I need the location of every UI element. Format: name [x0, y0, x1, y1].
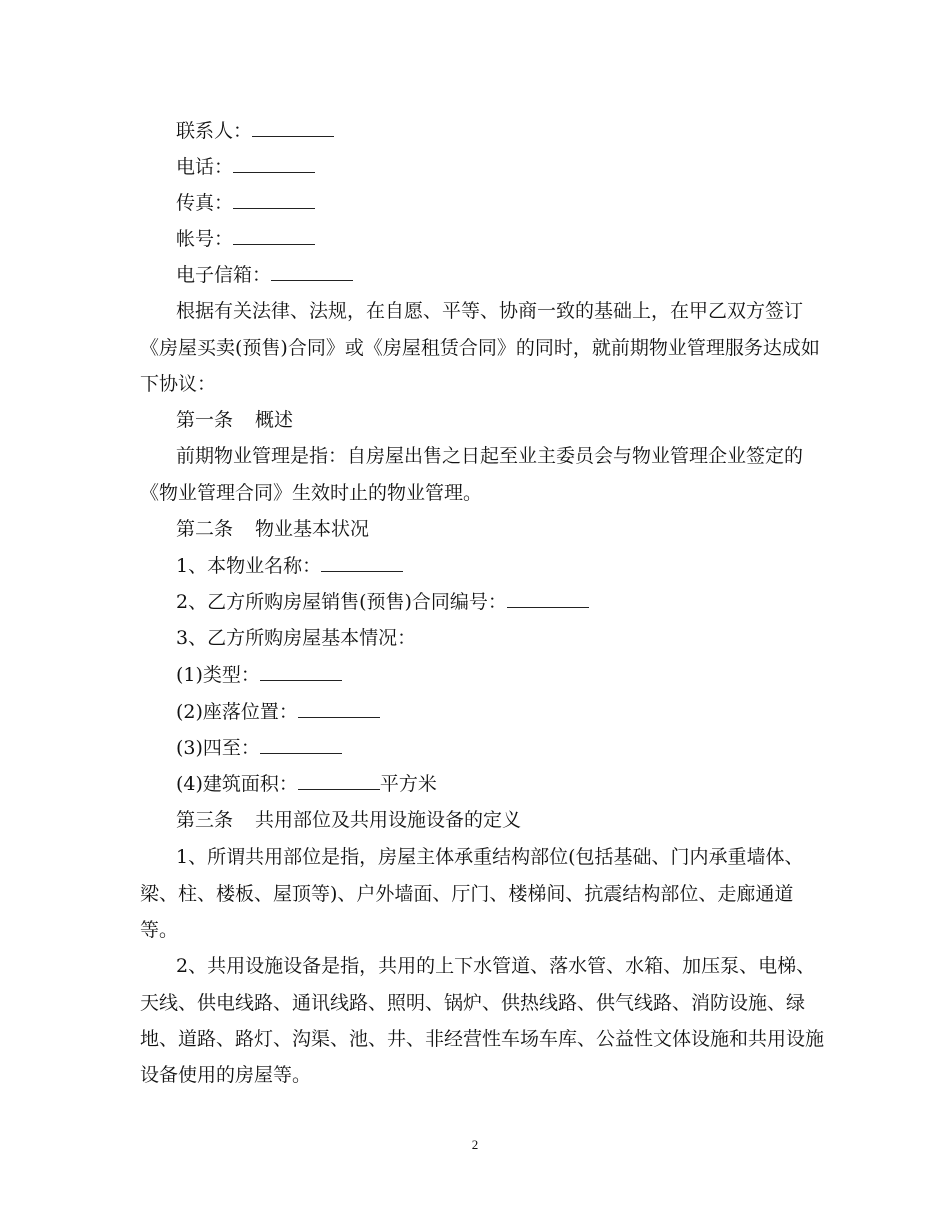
phone-blank: [233, 158, 315, 173]
article1-number: 第一条: [176, 409, 234, 431]
article2-title: 物业基本状况: [255, 518, 370, 540]
article1-line-2: 《物业管理合同》生效时止的物业管理。: [140, 482, 483, 504]
article1-heading: [176, 411, 856, 430]
boundaries-blank: [260, 739, 342, 754]
fax-line: [176, 194, 856, 213]
page-number: 2: [471, 1137, 479, 1152]
property-name-blank: [321, 557, 403, 572]
location-blank: [298, 703, 380, 718]
article2-item-1: [176, 557, 856, 576]
contact-person-blank: [252, 122, 334, 137]
type-label: (1)类型：: [176, 664, 260, 686]
article3-p1-line-1: 1、所谓共用部位是指，房屋主体承重结构部位(包括基础、门内承重墙体、: [176, 846, 804, 868]
article3-p1-line-3: 等。: [140, 919, 179, 941]
intro-line-3: 下协议：: [140, 373, 217, 395]
article3-p2-line-4: 设备使用的房屋等。: [140, 1064, 312, 1086]
account-blank: [233, 230, 315, 245]
article2-heading: [176, 520, 856, 539]
article3-title: 共用部位及共用设施设备的定义: [255, 809, 522, 831]
phone-label: 电话：: [176, 156, 234, 178]
article1-title: 概述: [255, 409, 294, 431]
article2-item-2: [176, 593, 856, 612]
article3-heading: [176, 811, 856, 830]
article2-number: 第二条: [176, 518, 234, 540]
account-line: [176, 230, 856, 249]
article3-p1-line-2: 梁、柱、楼板、屋顶等)、户外墙面、厅门、楼梯间、抗震结构部位、走廊通道: [140, 883, 794, 905]
article3-p2-line-2: 天线、供电线路、通讯线路、照明、锅炉、供热线路、供气线路、消防设施、绿: [140, 992, 806, 1014]
article1-line-1: 前期物业管理是指：自房屋出售之日起至业主委员会与物业管理企业签定的: [176, 445, 804, 467]
fax-blank: [233, 194, 315, 209]
article2-sub-3: [176, 739, 856, 758]
article2-sub-4: [176, 775, 856, 794]
contract-number-blank: [507, 593, 589, 608]
article2-sub-2: [176, 703, 856, 722]
email-blank: [271, 266, 353, 281]
intro-line-1: 根据有关法律、法规，在自愿、平等、协商一致的基础上，在甲乙双方签订: [176, 300, 804, 322]
article2-sub-1: [176, 666, 856, 685]
area-unit: 平方米: [379, 773, 437, 795]
boundaries-label: (3)四至：: [176, 737, 260, 759]
article2-item-3: 3、乙方所购房屋基本情况：: [176, 627, 417, 649]
area-blank: [298, 775, 380, 790]
contract-number-label: 2、乙方所购房屋销售(预售)合同编号：: [176, 591, 507, 613]
article3-p2-line-3: 地、道路、路灯、沟渠、池、井、非经营性车场车库、公益性文体设施和共用设施: [140, 1028, 825, 1050]
account-label: 帐号：: [176, 228, 234, 250]
contact-person-line: [176, 122, 856, 141]
email-line: [176, 266, 856, 285]
area-label: (4)建筑面积：: [176, 773, 298, 795]
location-label: (2)座落位置：: [176, 701, 298, 723]
property-name-label: 1、本物业名称：: [176, 555, 322, 577]
contact-person-label: 联系人：: [176, 120, 253, 142]
fax-label: 传真：: [176, 192, 234, 214]
type-blank: [260, 666, 342, 681]
intro-line-2: 《房屋买卖(预售)合同》或《房屋租赁合同》的同时，就前期物业管理服务达成如: [140, 337, 820, 359]
article3-p2-line-1: 2、共用设施设备是指，共用的上下水管道、落水管、水箱、加压泵、电梯、: [176, 955, 816, 977]
article3-number: 第三条: [176, 809, 234, 831]
email-label: 电子信箱：: [176, 264, 272, 286]
phone-line: [176, 158, 856, 177]
